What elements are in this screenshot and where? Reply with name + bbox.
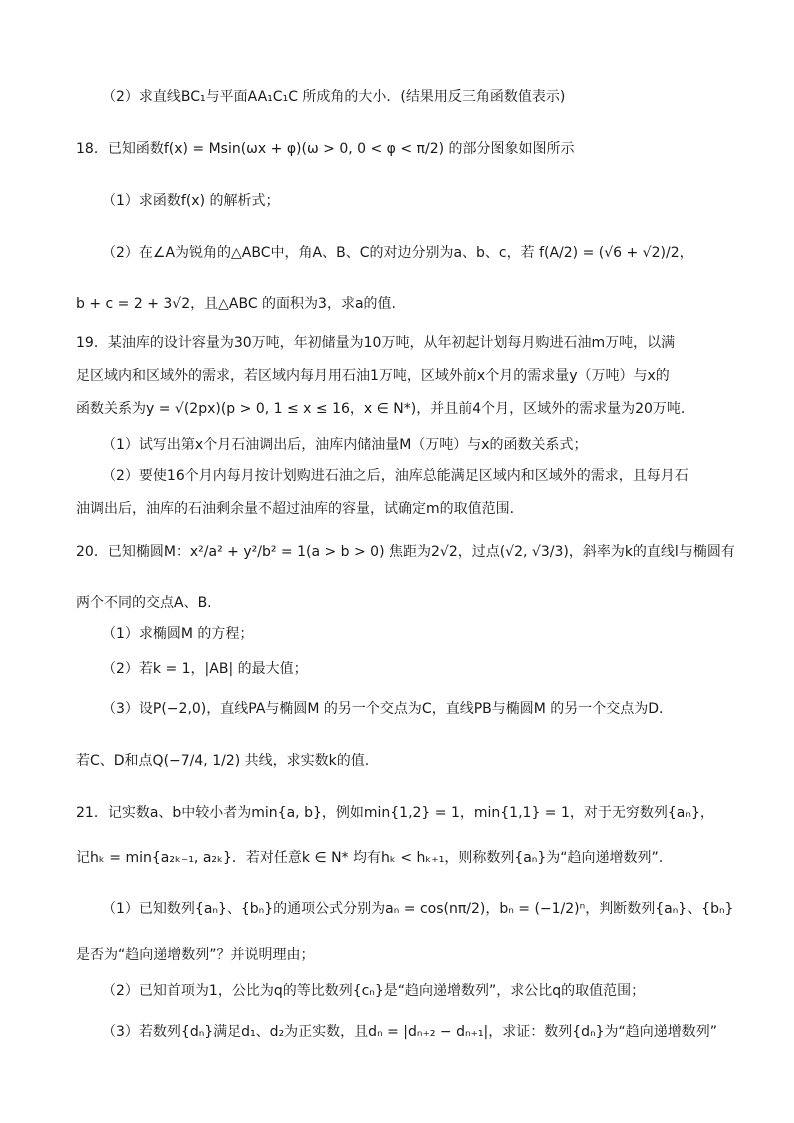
q21-part1-cont: 是否为“趋向递增数列”？并说明理由； [76, 947, 315, 963]
q17-part2: （2）求直线BC₁与平面AA₁C₁C 所成角的大小．(结果用反三角函数值表示) [102, 89, 566, 105]
q20-part3: （3）设P(−2,0)，直线PA与椭圆M 的另一个交点为C，直线PB与椭圆M 的另一个交点为D. [102, 701, 664, 717]
q21-stem: 21．记实数a、b中较小者为min{a, b}，例如min{1,2} = 1，min{1,1} = 1，对于无穷数列{aₙ}， [76, 805, 714, 821]
q21-stem-cont: 记hₖ = min{a₂ₖ₋₁, a₂ₖ}．若对任意k ∈ N* 均有hₖ < hₖ₊₁，则称数列{aₙ}为“趋向递增数列”. [76, 850, 664, 866]
q20-stem: 20．已知椭圆M：x²/a² + y²/b² = 1(a > b > 0) 焦距为2√2，过点(√2, √3/3)，斜率为k的直线l与椭圆有 [76, 544, 735, 560]
q18-part2: （2）在∠A为锐角的△ABC中，角A、B、C的对边分别为a、b、c，若 f(A/2) = (√6 + √2)/2， [102, 245, 694, 261]
q18-stem: 18．已知函数f(x) = Msin(ωx + φ)(ω > 0, 0 < φ < π/2) 的部分图象如图所示 [76, 141, 575, 157]
q19-stem: 19．某油库的设计容量为30万吨，年初储量为10万吨，从年初起计划每月购进石油m万吨，以满 [76, 335, 676, 351]
q19-part2: （2）要使16个月内每月按计划购进石油之后，油库总能满足区域内和区域外的需求，且每月石 [102, 468, 689, 484]
q21-part1: （1）已知数列{aₙ}、{bₙ}的通项公式分别为aₙ = cos(nπ/2)，bₙ = (−1/2)ⁿ，判断数列{aₙ}、{bₙ} [102, 901, 734, 917]
q18-part1: （1）求函数f(x) 的解析式； [102, 193, 280, 209]
q19-stem-cont2: 函数关系为y = √(2px)(p > 0, 1 ≤ x ≤ 16，x ∈ N*)，并且前4个月，区域外的需求量为20万吨． [76, 401, 695, 417]
q20-part3-cont: 若C、D和点Q(−7/4, 1/2) 共线，求实数k的值. [76, 753, 370, 769]
q21-part3: （3）若数列{dₙ}满足d₁、d₂为正实数，且dₙ = |dₙ₊₂ − dₙ₊₁|，求证：数列{dₙ}为“趋向递增数列” [102, 1024, 718, 1040]
q19-part1: （1）试写出第x个月石油调出后，油库内储油量M（万吨）与x的函数关系式； [102, 437, 588, 453]
q19-part2-cont: 油调出后，油库的石油剩余量不超过油库的容量，试确定m的取值范围． [76, 501, 524, 517]
q20-part2: （2）若k = 1，|AB| 的最大值； [102, 661, 308, 677]
q18-part2-cont: b + c = 2 + 3√2，且△ABC 的面积为3，求a的值. [76, 296, 396, 312]
q21-part2: （2）已知首项为1，公比为q的等比数列{cₙ}是“趋向递增数列”，求公比q的取值范围； [102, 983, 646, 999]
q19-stem-cont1: 足区域内和区域外的需求，若区域内每月用石油1万吨，区域外前x个月的需求量y（万吨）与x的 [76, 368, 670, 384]
q20-stem-cont: 两个不同的交点A、B. [76, 595, 212, 611]
q20-part1: （1）求椭圆M 的方程； [102, 626, 254, 642]
